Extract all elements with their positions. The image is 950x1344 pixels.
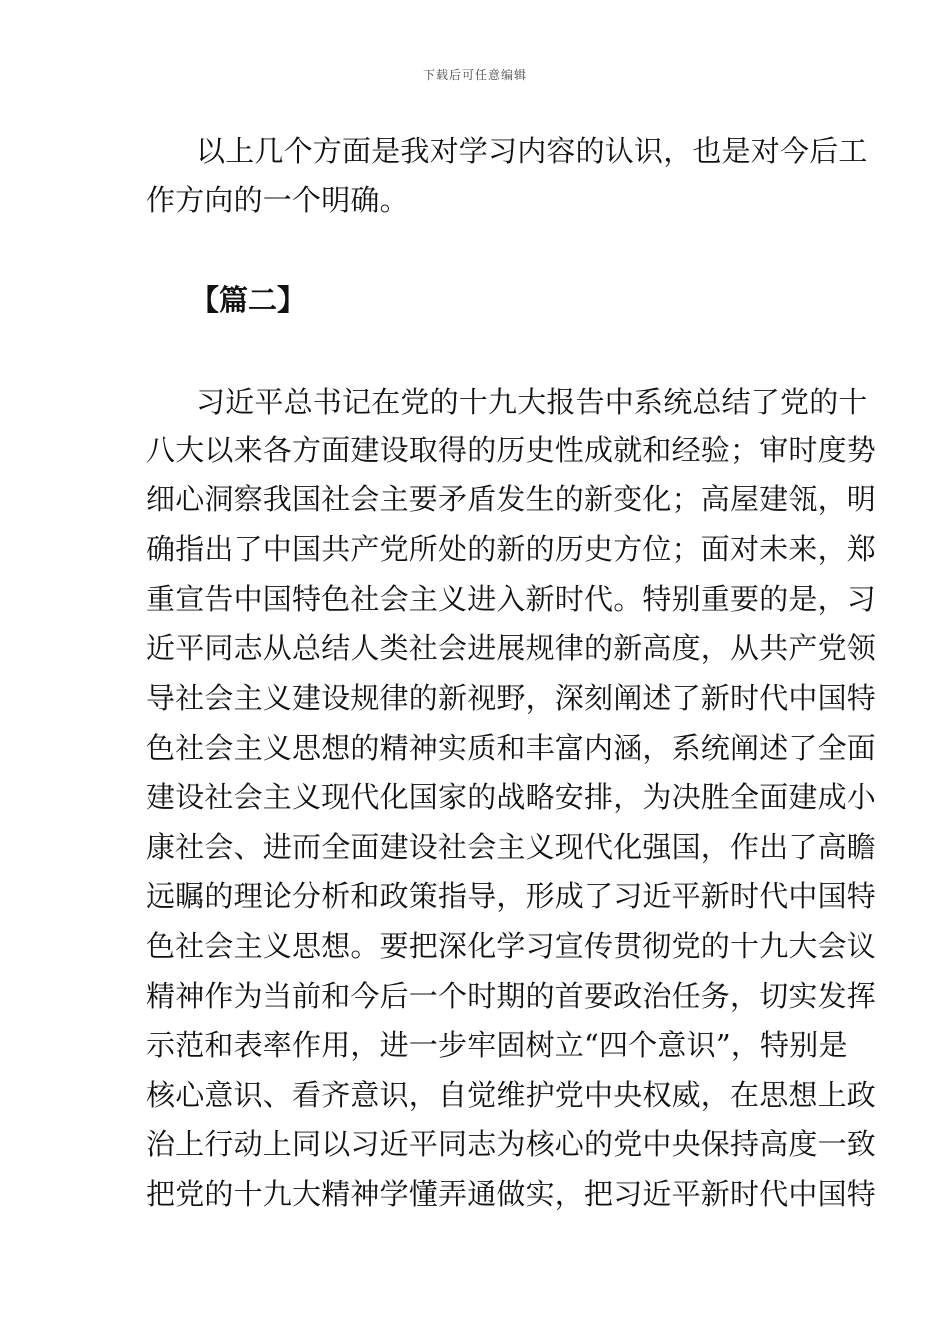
paragraph-2-line-1: 习近平总书记在党的十九大报告中系统总结了党的十	[196, 385, 868, 419]
paragraph-2-line-10: 康社会、进而全面建设社会主义现代化强国，作出了高瞻	[146, 830, 877, 864]
paragraph-2-line-9: 建设社会主义现代化国家的战略安排，为决胜全面建成小	[146, 780, 877, 814]
section-heading: 【篇二】	[190, 283, 307, 317]
paragraph-1-line-1: 以上几个方面是我对学习内容的认识，也是对今后工	[196, 134, 868, 168]
paragraph-2-line-12: 色社会主义思想。要把深化学习宣传贯彻党的十九大会议	[146, 929, 877, 963]
paragraph-2-line-13: 精神作为当前和今后一个时期的首要政治任务，切实发挥	[146, 979, 877, 1013]
paragraph-2-line-17: 把党的十九大精神学懂弄通做实，把习近平新时代中国特	[146, 1177, 877, 1211]
paragraph-2-line-7: 导社会主义建设规律的新视野，深刻阐述了新时代中国特	[146, 681, 877, 715]
paragraph-2-line-8: 色社会主义思想的精神实质和丰富内涵，系统阐述了全面	[146, 731, 877, 765]
page-header: 下载后可任意编辑	[422, 68, 527, 82]
paragraph-2-line-3: 细心洞察我国社会主要矛盾发生的新变化；高屋建瓴，明	[146, 482, 877, 516]
paragraph-2-line-5: 重宣告中国特色社会主义进入新时代。特别重要的是，习	[146, 582, 877, 616]
paragraph-2-line-15: 核心意识、看齐意识，自觉维护党中央权威，在思想上政	[146, 1078, 877, 1112]
paragraph-2-line-2: 八大以来各方面建设取得的历史性成就和经验；审时度势	[146, 433, 877, 467]
paragraph-1-line-2: 作方向的一个明确。	[146, 183, 409, 217]
paragraph-2-line-6: 近平同志从总结人类社会进展规律的新高度，从共产党领	[146, 631, 877, 665]
paragraph-2-line-16: 治上行动上同以习近平同志为核心的党中央保持高度一致	[146, 1127, 877, 1161]
paragraph-2-line-14: 示范和表率作用，进一步牢固树立“四个意识”，特别是	[146, 1028, 848, 1062]
paragraph-2-line-4: 确指出了中国共产党所处的新的历史方位；面对未来，郑	[146, 532, 877, 566]
paragraph-2-line-11: 远瞩的理论分析和政策指导，形成了习近平新时代中国特	[146, 879, 877, 913]
